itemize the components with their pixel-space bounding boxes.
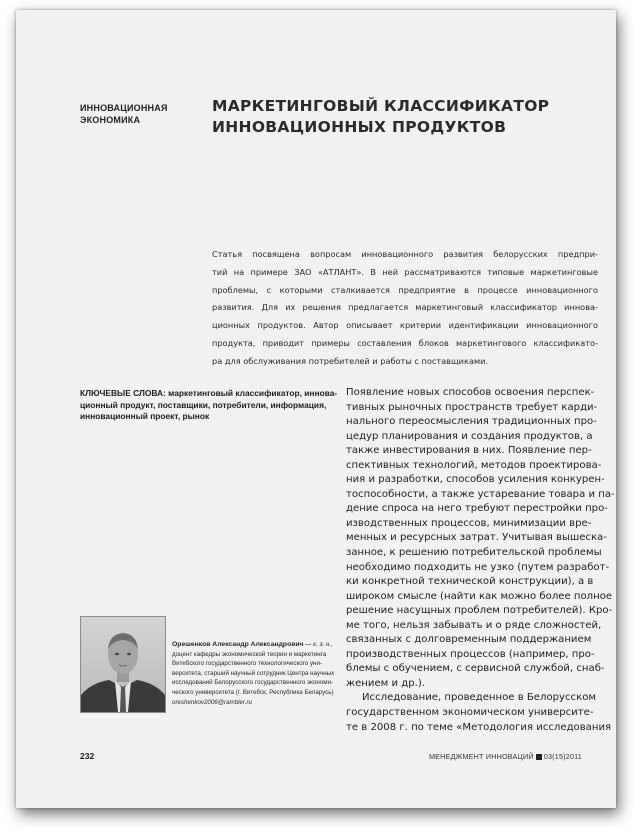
author-name: Орешенков Александр Александрович: [172, 641, 304, 648]
body-line: производственных процессов (например, про-: [346, 648, 595, 660]
body-line: дение спроса на него требуют перестройки про-: [346, 503, 608, 515]
body-line: связанных с долговременным поддержанием: [346, 634, 592, 646]
author-info-line: Витебского государственного технологического уни-: [172, 660, 322, 668]
body-line: Исследование, проведенное в Белорусском: [362, 692, 596, 704]
author-info-line: доцент кафедры экономической теории и маркетинга: [172, 650, 327, 658]
body-line: тоспособности, а также устаревание товара и па-: [346, 488, 615, 500]
keywords-line: ционный продукт, поставщики, потребители, информация,: [80, 399, 327, 410]
author-info-line: исследований Белорусского государственного экономи-: [172, 679, 333, 687]
abstract-line: развития. Для их решения предлагается маркетинговый классификатор иннова-: [212, 302, 598, 313]
journal-name: МЕНЕДЖМЕНТ ИННОВАЦИЙ: [429, 752, 534, 761]
author-info: [172, 640, 342, 707]
square-separator-icon: [536, 754, 542, 760]
author-info-line: верситета, старший научный сотрудник Центра научных: [172, 669, 335, 677]
author-info-line: ческого университета (г. Витебск, Республика Беларусь): [172, 688, 334, 696]
author-degree: — к. э. н.,: [303, 641, 333, 648]
body-line: те в 2008 г. по теме «Методология исследования: [346, 721, 612, 733]
body-line: тивных рыночных пространств требует карди-: [346, 401, 598, 413]
body-line: спективных технологий, методов проектирова-: [346, 459, 602, 471]
section-label-line: ЭКОНОМИКА: [80, 115, 141, 125]
article-title-line: ИННОВАЦИОННЫХ ПРОДУКТОВ: [212, 118, 507, 136]
body-line: ме того, нельзя забывать и о ряде сложностей,: [346, 619, 602, 631]
article-title-line: МАРКЕТИНГОВЫЙ КЛАССИФИКАТОР: [212, 97, 550, 115]
body-line: изводственных процессов, минимизации вре-: [346, 517, 592, 529]
section-label-line: ИННОВАЦИОННАЯ: [80, 103, 168, 113]
body-line: менных и ресурсных затрат. Учитывая вышеска-: [346, 532, 607, 544]
keywords-block: [80, 388, 336, 423]
body-line: жением и др.).: [346, 677, 426, 689]
body-line: государственном экономическом университе-: [346, 707, 594, 719]
keywords-line: инновационный проект, рынок: [80, 411, 210, 422]
abstract-line: ционных продуктов. Автор описывает критерии идентификации инновационного: [212, 320, 598, 331]
body-line: решение насущных проблем потребителей). Кро-: [346, 605, 613, 617]
body-line: ки конкретной технической конструкции), а в: [346, 576, 594, 588]
abstract-line: Статья посвящена вопросам инновационного развития белорусских предпри-: [212, 249, 598, 259]
journal-page: [16, 10, 616, 808]
article-body: [346, 386, 615, 735]
article-abstract: [212, 246, 598, 371]
body-line: Появление новых способов освоения перспек-: [346, 387, 595, 398]
body-line: ния и разработки, способов усиления конкурен-: [346, 474, 605, 486]
journal-issue: 03(15)2011: [543, 752, 582, 761]
author-photo: [80, 616, 166, 713]
body-line: блемы с обучением, с сервисной службой, снаб-: [346, 663, 605, 675]
author-email-link[interactable]: oreshenkov2006@rambler.ru: [172, 698, 252, 706]
body-line: также инвестирования в них. Появление пер-: [346, 445, 592, 457]
journal-footer: [429, 752, 582, 761]
abstract-line: ра для обслуживания потребителей и работы с поставщиками.: [212, 355, 489, 366]
keywords-line: КЛЮЧЕВЫЕ СЛОВА: маркетинговый классификатор, иннова-: [80, 388, 338, 398]
body-line: цедур планирования и создания продуктов, а: [346, 430, 593, 442]
body-line: занное, к решению потребительской проблемы: [346, 547, 602, 559]
abstract-line: проблемы, с которыми сталкивается предприятие в процессе инновационного: [212, 284, 598, 295]
page-number: 232: [80, 751, 95, 761]
author-portrait-icon: [81, 617, 165, 712]
body-line: нального переосмысления традиционных про-: [346, 416, 597, 428]
body-line: широком смысле (найти как можно более полное: [346, 590, 613, 602]
article-title: [212, 96, 612, 138]
body-line: необходимо подходить не узко (путем разработ-: [346, 561, 610, 573]
abstract-line: продукта, приводит примеры составления блоков маркетингового классификато-: [212, 337, 598, 348]
abstract-line: тий на примере ЗАО «АТЛАНТ». В ней рассматриваются типовые маркетинговые: [212, 266, 598, 277]
section-label: [80, 102, 200, 126]
